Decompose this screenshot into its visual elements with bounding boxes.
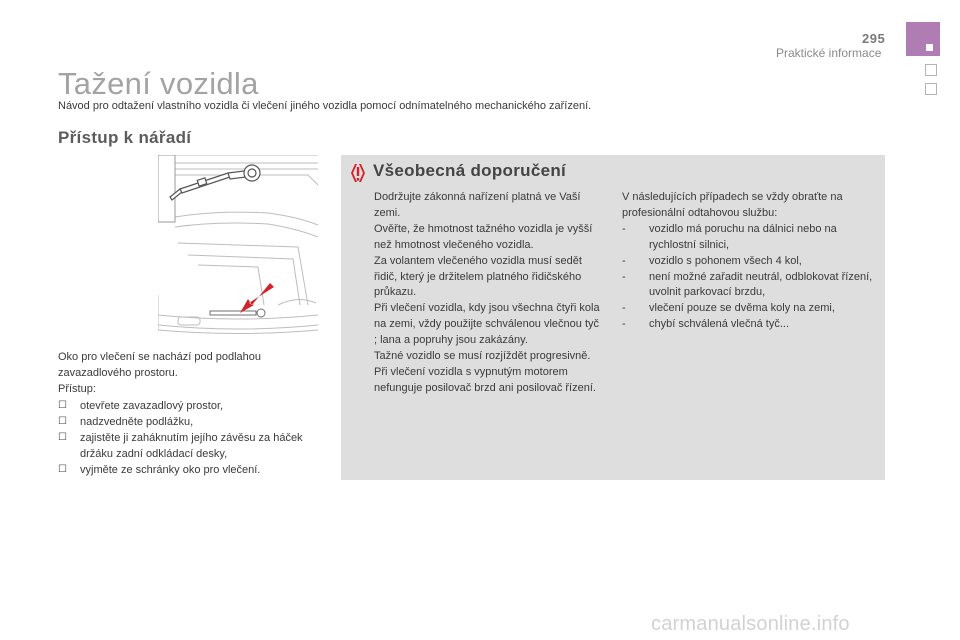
- list-item: ☐ otevřete zavazadlový prostor,: [58, 398, 318, 414]
- dash-marker: -: [622, 318, 626, 331]
- section-name: Praktické informace: [776, 46, 882, 60]
- paragraph: Ověřte, že hmotnost tažného vozidla je vyšší než hmotnost vlečeného vozidla.: [374, 222, 593, 251]
- dash-marker: -: [622, 270, 626, 283]
- tab-square-icon: [926, 44, 933, 51]
- list-item: ☐ vyjměte ze schránky oko pro vlečení.: [58, 462, 318, 478]
- list-item: - není možné zařadit neutrál, odblokovat řízení, uvolnit parkovací brzdu,: [622, 270, 873, 299]
- recommendations-panel: [341, 155, 885, 480]
- list-item: ☐ nadzvedněte podlážku,: [58, 414, 318, 430]
- recommendations-heading: Všeobecná doporučení: [373, 161, 567, 180]
- paragraph: Za volantem vlečeného vozidla musí sedět řidič, který je držitelem platného řidičského průkazu.: [374, 254, 582, 299]
- check-box-marker-icon: ☐: [58, 399, 67, 411]
- recommendations-col2: [622, 190, 874, 333]
- page-title: Tažení vozidla: [58, 66, 259, 101]
- towing-eye-icon: [158, 155, 278, 225]
- arrow-icon: [240, 283, 274, 313]
- section-tab-active[interactable]: [906, 22, 940, 56]
- paragraph: Při vlečení vozidla s vypnutým motorem nefunguje posilovač brzd ani posilovač řízení.: [374, 365, 596, 394]
- tool-access-text: [58, 349, 318, 479]
- warning-icon: [347, 163, 369, 183]
- check-box-marker-icon: ☐: [58, 464, 67, 476]
- paragraph: V následujících případech se vždy obraťte na profesionální odtahovou službu:: [622, 191, 843, 219]
- list-item: - vlečení pouze se dvěma koly na zemi,: [622, 301, 874, 317]
- watermark: carmanualsonline.info: [651, 613, 850, 635]
- dash-marker: -: [622, 222, 626, 235]
- list-item: ☐ zajistěte ji zaháknutím jejího závěsu za háček držáku zadní odkládací desky,: [58, 432, 303, 461]
- section-tab[interactable]: [925, 83, 937, 95]
- list-item: - chybí schválená vlečná tyč...: [622, 317, 874, 333]
- access-label: Přístup:: [58, 383, 96, 396]
- access-steps: [58, 398, 318, 479]
- list-item: - vozidlo s pohonem všech 4 kol,: [622, 254, 874, 270]
- dash-marker: -: [622, 254, 626, 267]
- tool-description: Oko pro vlečení se nachází pod podlahou zavazadlového prostoru.: [58, 351, 262, 380]
- page-number: 295: [862, 31, 886, 46]
- list-item: - vozidlo má poruchu na dálnici nebo na rychlostní silnici,: [622, 222, 837, 251]
- recommendations-col1: [374, 190, 604, 397]
- intro-text: Návod pro odtažení vlastního vozidla či vlečení jiného vozidla pomocí odnímatelného mechanického zařízení.: [58, 100, 592, 112]
- dash-marker: -: [622, 302, 626, 315]
- towing-eye-small: [210, 309, 265, 317]
- paragraph: Dodržujte zákonná nařízení platná ve Vaší zemi.: [374, 191, 581, 219]
- check-box-marker-icon: ☐: [58, 415, 67, 427]
- check-box-marker-icon: ☐: [58, 432, 67, 444]
- professional-cases-list: [622, 222, 874, 333]
- tool-section-heading: Přístup k nářadí: [58, 128, 192, 147]
- paragraph: Tažné vozidlo se musí rozjíždět progresivně.: [374, 350, 591, 363]
- paragraph: Při vlečení vozidla, kdy jsou všechna čtyři kola na zemi, vždy použijte schválenou vlečnou tyč ; lana a popruhy jsou zakázány.: [374, 302, 600, 347]
- section-tab[interactable]: [925, 64, 937, 76]
